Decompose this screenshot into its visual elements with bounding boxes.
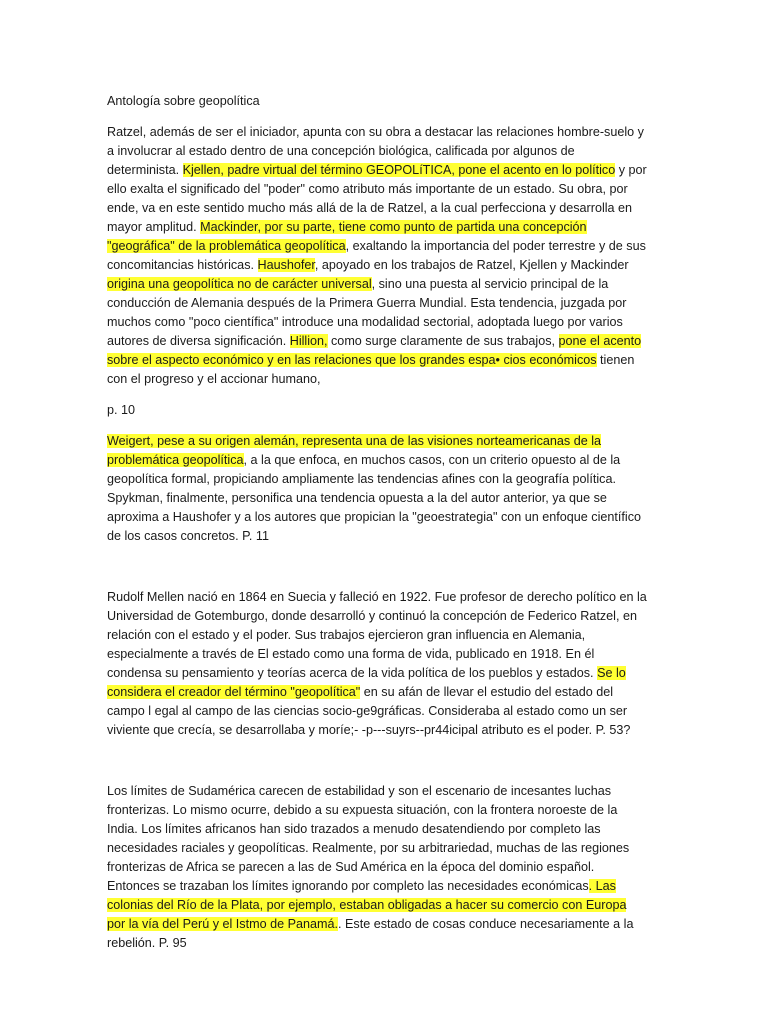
paragraph — [107, 782, 647, 953]
highlighted-text: Kjellen, padre virtual del término GEOPOLíTICA, pone el acento en lo político — [182, 163, 616, 177]
text-run: Ratzel, además de ser el iniciador, apunta con su obra a destacar las relaciones hombre-suelo y a involucrar al estado dentro de una concepción biológica, calificada por algunos de determinista. — [107, 125, 644, 177]
paragraph — [107, 432, 647, 546]
document-body — [107, 123, 647, 953]
text-run: , apoyado en los trabajos de Ratzel, Kjellen y Mackinder — [314, 258, 629, 272]
highlighted-text: Mackinder, por su parte, tiene como punto de partida una concepción "geográfica" de la problemática geopolítica — [107, 220, 587, 253]
text-run: como surge claramente de sus trabajos, — [327, 334, 559, 348]
text-run: , exaltando la importancia del poder terrestre y de sus concomitancias históricas. — [107, 239, 646, 272]
paragraph — [107, 123, 647, 389]
highlighted-text: . Las colonias del Río de la Plata, por ejemplo, estaban obligadas a hacer su comercio con Europa por la vía del Perú y el Istmo de Panamá. — [107, 879, 627, 931]
highlighted-text: Weigert, pese a su origen alemán, representa una de las visiones norteamericanas de la problemática geopolítica — [107, 434, 602, 467]
document-title: Antología sobre geopolítica — [107, 94, 260, 108]
paragraph-spacer — [107, 752, 647, 782]
text-run: , a la que enfoca, en muchos casos, con un criterio opuesto al de la geopolítica formal, propiciando ampliamente las tendencias afines con la geografía política. Spykman, finalmente, personifica una tendencia opuesta a la del autor anterior, ya que se aproxima a Haushofer y a los autores que propician la "geoestrategia" con un enfoque científico de los casos concretos. P. 11 — [107, 453, 642, 543]
text-run: tienen con el progreso y el accionar humano, — [107, 353, 635, 386]
highlighted-text: pone el acento sobre el aspecto económico y en las relaciones que los grandes espa• cios económicos — [107, 334, 642, 367]
paragraph-spacer — [107, 558, 647, 588]
text-run: y por ello exalta el significado del "poder" como atributo más importante de un estado. Su obra, por ende, va en este sentido mucho más allá de la de Ratzel, a la cual perfecciona y desarrolla en mayor amplitud. — [107, 163, 647, 234]
text-run: , sino una puesta al servicio principal de la conducción de Alemania después de la Primera Guerra Mundial. Esta tendencia, juzgada por muchos como "poco científica" introduce una modalidad sectorial, adoptada luego por varios autores de diversa significación. — [107, 277, 627, 348]
highlighted-text: Haushofer — [257, 258, 315, 272]
paragraph — [107, 588, 647, 740]
text-run: . Este estado de cosas conduce necesariamente a la rebelión. P. 95 — [107, 917, 634, 950]
text-run: Los límites de Sudamérica carecen de estabilidad y son el escenario de incesantes luchas fronterizas. Lo mismo ocurre, debido a su expuesta situación, con la frontera noroeste de la India. Los límites africanos han sido trazados a menudo desatendiendo por completo las necesidades raciales y geopolíticas. Realmente, por su arbitrariedad, muchas de las regiones fronterizas de Africa se parecen a las de Sud América en la época del dominio español. Entonces se trazaban los límites ignorando por completo las necesidades económicas — [107, 784, 630, 893]
paragraph — [107, 401, 647, 420]
document-page — [107, 92, 647, 965]
highlighted-text: Hillion, — [289, 334, 328, 348]
highlighted-text: origina una geopolítica no de carácter universal — [107, 277, 372, 291]
highlighted-text: Se lo considera el creador del término "geopolítica" — [107, 666, 626, 699]
text-run: Rudolf Mellen nació en 1864 en Suecia y falleció en 1922. Fue profesor de derecho político en la Universidad de Gotemburgo, donde desarrolló y continuó la concepción de Federico Ratzel, en relación con el estado y el poder. Sus trabajos ejercieron gran influencia en Alemania, especialmente a través de El estado como una forma de vida, publicado en 1918. En él condensa su pensamiento y teorías acerca de la vida política de los pueblos y estados. — [107, 590, 647, 680]
text-run: p. 10 — [107, 403, 136, 417]
text-run: en su afán de llevar el estudio del estado del campo l egal al campo de las ciencias socio-ge9gráficas. Consideraba al estado como un ser viviente que crecía, se desarrollaba y moríe;- -p---suyrs--pr44icipal atributo es el poder. P. 53? — [107, 685, 631, 737]
